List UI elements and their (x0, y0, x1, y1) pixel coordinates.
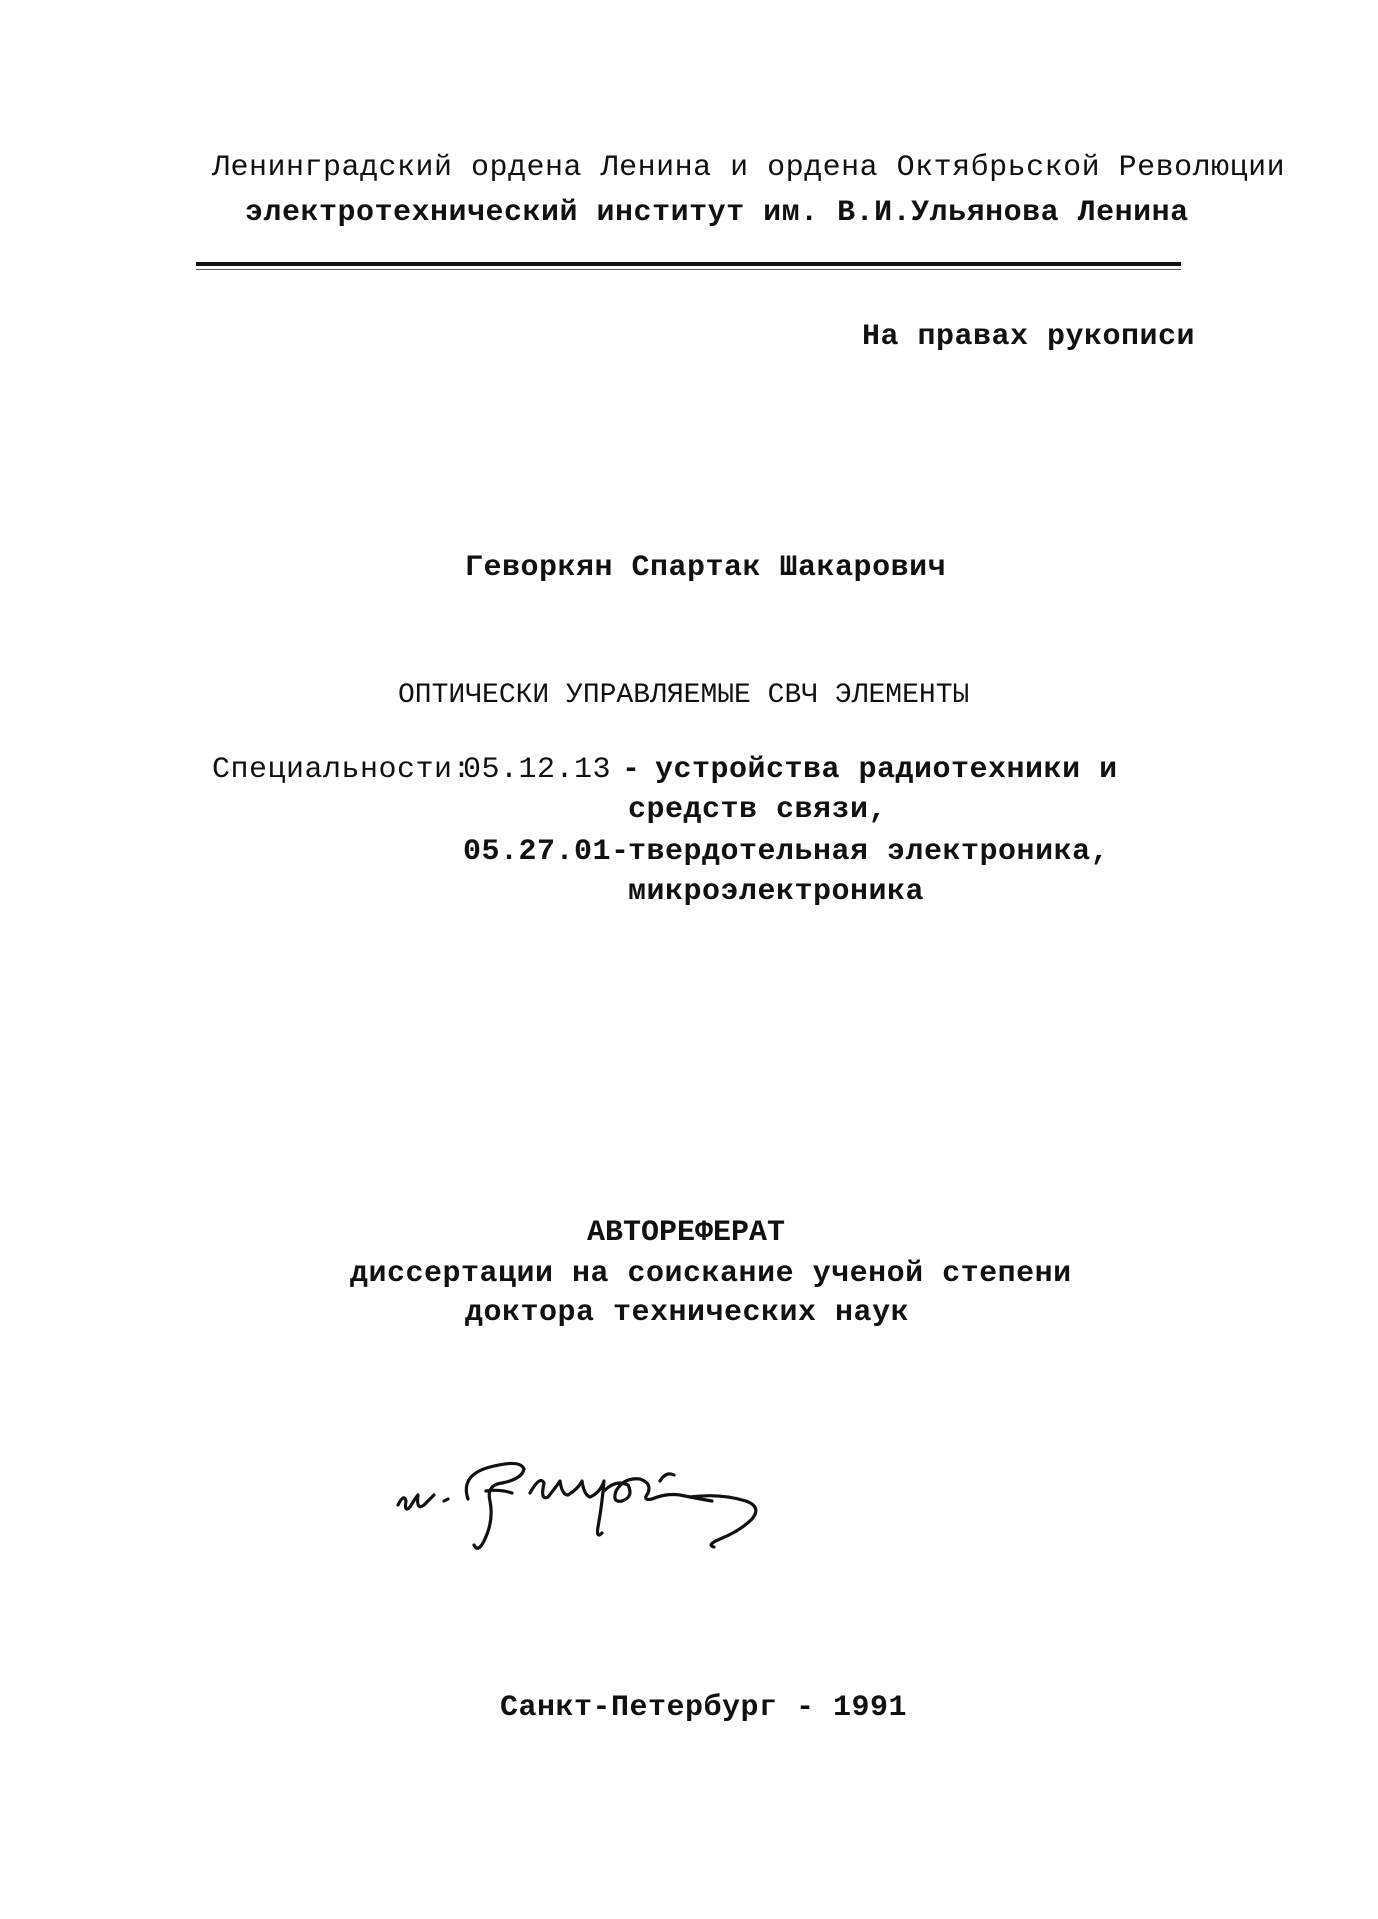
specialty-code-1: 05.12.13 (463, 753, 612, 787)
header-divider (196, 262, 1181, 266)
abstract-line-1: диссертации на соискание ученой степени (350, 1257, 1072, 1291)
place-and-year: Санкт-Петербург - 1991 (500, 1691, 908, 1725)
specialty-name-2-line-2: микроэлектроника (628, 875, 925, 909)
header-divider-thin (196, 269, 1181, 270)
specialty-name-1-line-1: устройства радиотехники и (655, 753, 1118, 787)
manuscript-note: На правах рукописи (862, 320, 1196, 354)
institution-line-2: электротехнический институт им. В.И.Ульянова Ленина (245, 196, 1189, 230)
specialties-label: Специальности: (212, 753, 472, 787)
specialty-name-1-line-2: средств связи, (628, 793, 888, 827)
specialty-dash-1: - (622, 753, 641, 787)
institution-line-1: Ленинградский ордена Ленина и ордена Октябрьской Революции (212, 151, 1286, 185)
specialty-name-2-line-1: твердотельная электроника, (628, 835, 1110, 869)
dissertation-title: ОПТИЧЕСКИ УПРАВЛЯЕМЫЕ СВЧ ЭЛЕМЕНТЫ (398, 680, 970, 711)
abstract-heading: АВТОРЕФЕРАТ (587, 1216, 786, 1250)
author-name: Геворкян Спартак Шакарович (465, 551, 947, 585)
specialty-code-2: 05.27.01- (463, 835, 630, 869)
abstract-line-2: доктора технических наук (465, 1296, 910, 1330)
handwritten-signature (390, 1435, 820, 1565)
